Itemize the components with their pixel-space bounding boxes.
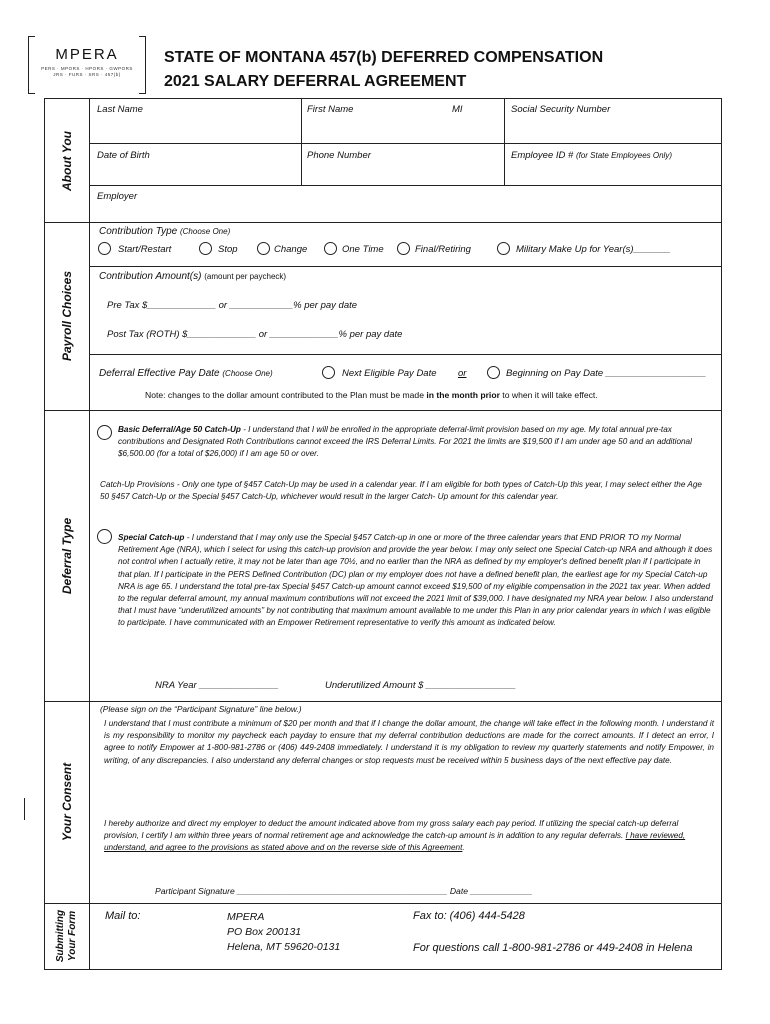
mi-field[interactable]: MI — [452, 104, 463, 115]
nra-year-field[interactable]: NRA Year _______________ — [155, 680, 279, 691]
stop-radio[interactable] — [199, 242, 212, 255]
beginning-pay-date-radio[interactable] — [487, 366, 500, 379]
section-about-you — [45, 99, 721, 223]
title-line-2: 2021 SALARY DEFERRAL AGREEMENT — [164, 73, 467, 90]
logo-name: MPERA — [55, 46, 119, 63]
military-makeup-label: Military Make Up for Year(s)_______ — [516, 244, 671, 255]
logo-line-1: PERS · MPORS · HPORS · GWPORS — [41, 66, 133, 71]
pre-tax-field[interactable]: Pre Tax $_____________ or ____________% per pay date — [107, 300, 358, 311]
margin-mark — [24, 798, 25, 820]
next-eligible-radio[interactable] — [322, 366, 335, 379]
one-time-radio[interactable] — [324, 242, 337, 255]
last-name-field[interactable]: Last Name — [97, 104, 143, 115]
special-catchup-radio[interactable] — [97, 529, 112, 544]
logo-bracket-left — [28, 36, 35, 94]
contribution-amount-label: Contribution Amount(s) (amount per paycheck) — [99, 271, 287, 282]
basic-deferral-radio[interactable] — [97, 425, 112, 440]
logo-subtext — [28, 66, 146, 78]
special-catchup-text: Special Catch-up - I understand that I may only use the Special §457 Catch-up in one or more of the three calendar years that END PRIOR TO my Normal Retirement Age (NRA), which I select for using this catch-up provision and provide the year below. I may only select one Special Catch-up NRA and although it does not control when I actually retire, it may not be later than age 70½, and no earlier than the NRA as defined by my employer's defined benefit plan if I participate in that plan. If I participate in the PERS Defined Contribution (DC) plan or my employer does not have a defined benefit plan, the earliest age for my Special Catch-up NRA is age 65. I understand the total pre-tax Special §457 Catch-up amount cannot exceed $19,500 of my eligible compensation in the 2021 tax year. When added to the regular deferral amount, my annual maximum contributions will not exceed the 2021 limit of $39,000. I have designated my NRA year below. I also understand that I must have “underutilized amounts” by not contributing that maximum amount available to me under this Plan in any prior calendar years in which I was eligible to participate. I have communicated with an Empower Retirement representative to verify this amount as indicated below. — [118, 533, 713, 628]
basic-deferral-text: Basic Deferral/Age 50 Catch-Up - I understand that I will be enrolled in the appropriate deferral-limit provision based on my age. My total annual pre-tax contributions and Designated Roth Contributions cannot exceed the IRS Deferral Limits. For 2021 the limits are $19,500 if I am under age 50 and an additional $6,500.00 (for a total of $26,000) if I am age 50 or over. — [118, 425, 692, 459]
dob-field[interactable]: Date of Birth — [97, 150, 150, 161]
questions-phone: For questions call 1-800-981-2786 or 449-2408 in Helena — [413, 942, 693, 954]
participant-signature-line[interactable]: Participant Signature ____________________________________________ Date _____________ — [155, 886, 533, 896]
phone-field[interactable]: Phone Number — [307, 150, 371, 161]
post-tax-roth-field[interactable]: Post Tax (ROTH) $_____________ or _____________% per pay date — [107, 329, 403, 340]
catchup-provisions-text: Catch-Up Provisions - Only one type of §457 Catch-Up may be used in a calendar year. If I am eligible for both types of Catch-Up this year, I may select either the Age 50 §457 Catch-Up or the Special §457 Catch-Up, whichever would result in the larger Catch- Up amount for this calendar year. — [100, 480, 702, 502]
section-payroll-choices — [45, 222, 721, 411]
beginning-pay-date-label[interactable]: Beginning on Pay Date ___________________ — [506, 368, 707, 379]
please-sign-note: (Please sign on the “Participant Signature” line below.) — [100, 704, 302, 714]
employee-id-field[interactable]: Employee ID # (for State Employees Only) — [511, 150, 672, 161]
mailing-address: MPERA PO Box 200131 Helena, MT 59620-0131 — [227, 911, 341, 953]
final-retiring-radio[interactable] — [397, 242, 410, 255]
logo-bracket-right — [139, 36, 146, 94]
deferral-form — [44, 98, 722, 970]
next-eligible-label: Next Eligible Pay Date — [342, 368, 437, 379]
logo-line-2: JRS · FURS · SRS · 457(b) — [53, 72, 121, 77]
payroll-note: Note: changes to the dollar amount contributed to the Plan must be made in the month prior to when it will take effect. — [145, 390, 598, 400]
first-name-field[interactable]: First Name — [307, 104, 354, 115]
consent-paragraph-1: I understand that I must contribute a minimum of $20 per month and that if I change the dollar amount, the change will take effect in the following month. I understand it is my responsibility to monitor my paycheck each payday to ensure that my deferral contribution deductions are made for the correct amounts. If I detect an error, I agree to notify Empower at 1-800-981-2786 or (406) 449-2408 immediately. I understand it is my obligation to review my quarterly statements and notify Empower, in writing, of any discrepancies. I also understand any deferral changes or stop requests must be received within 5 business days of the next effective pay date. — [104, 719, 714, 765]
title-line-1: STATE OF MONTANA 457(b) DEFERRED COMPENSATION — [164, 49, 604, 66]
change-label: Change — [274, 244, 308, 255]
change-radio[interactable] — [257, 242, 270, 255]
or-label: or — [458, 368, 467, 379]
side-label-payroll: Payroll Choices — [45, 222, 90, 410]
mail-to-label: Mail to: — [105, 910, 141, 922]
one-time-label: One Time — [342, 244, 384, 255]
side-label-submitting: Submitting Your Form — [45, 903, 90, 969]
underutilized-amount-field[interactable]: Underutilized Amount $ _________________ — [325, 680, 516, 691]
contribution-type-label: Contribution Type (Choose One) — [99, 226, 231, 237]
side-label-consent: Your Consent — [45, 701, 90, 903]
ssn-field[interactable]: Social Security Number — [511, 104, 611, 115]
employer-field[interactable]: Employer — [97, 191, 138, 202]
section-deferral-type — [45, 410, 721, 702]
consent-paragraph-2: I hereby authorize and direct my employer to deduct the amount indicated above from my gross salary each pay period. If utilizing the special catch-up deferral provision, I certify I am within three years of normal retirement age and acknowledge the catch-up amount is in addition to any regular deferrals. I have reviewed, understand, and agree to the provisions as stated above and on the reverse side of this Agreement. — [104, 819, 686, 853]
fax-number: Fax to: (406) 444-5428 — [413, 910, 525, 922]
start-restart-radio[interactable] — [98, 242, 111, 255]
side-label-about: About You — [45, 99, 90, 222]
final-retiring-label: Final/Retiring — [415, 244, 471, 255]
form-title — [164, 46, 603, 94]
military-makeup-radio[interactable] — [497, 242, 510, 255]
effective-date-label: Deferral Effective Pay Date (Choose One) — [99, 368, 273, 379]
side-label-deferral: Deferral Type — [45, 410, 90, 701]
section-submitting — [45, 903, 721, 969]
mpera-logo — [28, 36, 146, 92]
stop-label: Stop — [218, 244, 238, 255]
start-restart-label: Start/Restart — [118, 244, 172, 255]
section-your-consent — [45, 701, 721, 904]
